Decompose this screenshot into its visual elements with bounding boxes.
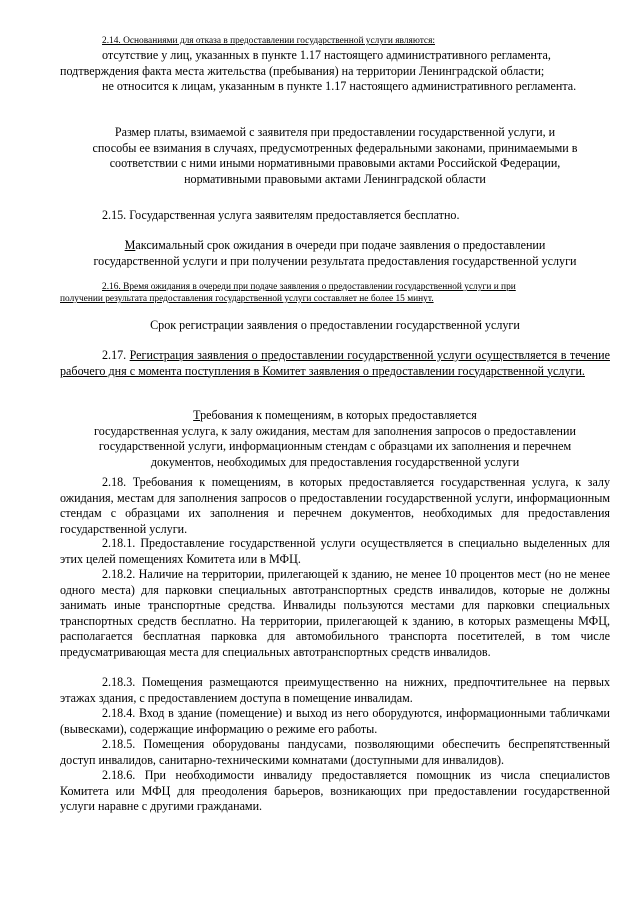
premises-title-line-3: государственной услуги, информационным стендам с образцами их заполнения и перечнем xyxy=(98,439,572,453)
premises-section-title xyxy=(63,408,607,470)
section-2-14-line-1: отсутствие у лиц, указанных в пункте 1.17 настоящего административного регламента, xyxy=(102,48,551,62)
premises-title-line-1 xyxy=(63,408,607,424)
section-2-14-line-2: подтверждения факта места жительства (пребывания) на территории Ленинградской области; xyxy=(60,64,545,78)
section-2-18-6: 2.18.6. При необходимости инвалиду предоставляется помощник из числа специалистов Комитета или МФЦ для преодоления барьеров, возникающих при предоставлении государственной услуги наравне с другими гражданами. xyxy=(60,768,610,813)
wait-title-line-2: государственной услуги и при получении результата предоставления государственной услуги xyxy=(93,253,577,268)
section-2-17-text: Регистрация заявления о предоставлении государственной услуги осуществляется в течение рабочего дня с момента поступления в Комитет заявления о предоставлении государственной услуги. xyxy=(60,348,610,378)
premises-title-line-1-rest: ребования к помещениям, в которых предоставляется xyxy=(200,408,477,422)
section-2-17-number: 2.17. xyxy=(102,348,127,362)
section-2-15: 2.15. Государственная услуга заявителям предоставляется бесплатно. xyxy=(102,208,460,222)
premises-title-line-4: документов, необходимых для предоставления государственной услуги xyxy=(150,454,520,469)
section-2-17 xyxy=(60,348,610,379)
fee-title-line-4: нормативными правовыми актами Ленинградской области xyxy=(184,171,486,186)
fee-section-title xyxy=(63,125,607,187)
wait-title-line-1 xyxy=(63,238,607,254)
fee-title-line-2: способы ее взимания в случаях, предусмотренных федеральными законами, принимаемыми в xyxy=(92,140,578,155)
section-2-18-5: 2.18.5. Помещения оборудованы пандусами, позволяющими обеспечить беспрепятственный доступ инвалидов, санитарно-техническими комнатами (доступными для инвалидов). xyxy=(60,737,610,767)
fee-title-line-3: соответствии с ними иными нормативными правовыми актами Российской Федерации, xyxy=(109,156,561,170)
section-2-18-1: 2.18.1. Предоставление государственной услуги осуществляется в специально выделенных для этих целей помещениях Комитета или в МФЦ. xyxy=(60,536,610,566)
fee-title-line-1: Размер платы, взимаемой с заявителя при предоставлении государственной услуги, и xyxy=(114,125,556,139)
premises-title-line-2: государственная услуга, к залу ожидания, местам для заполнения запросов о предоставлении xyxy=(94,423,576,438)
registration-section-title: Срок регистрации заявления о предоставлении государственной услуги xyxy=(150,318,520,332)
section-2-14-heading: 2.14. Основаниями для отказа в предоставлении государственной услуги являются: xyxy=(102,36,436,46)
section-2-14-line-3: не относится к лицам, указанным в пункте 1.17 настоящего административного регламента. xyxy=(102,79,577,93)
section-2-16-line-1: 2.16. Время ожидания в очереди при подаче заявления о предоставлении государственной услуги и при xyxy=(102,282,516,292)
section-2-18: 2.18. Требования к помещениям, в которых предоставляется государственная услуга, к залу ожидания, местам для заполнения запросов о предоставлении государственной услуги, информационным стендам с образцами их заполнения и перечнем документов, необходимых для предоставления государственной услуги. xyxy=(60,475,610,536)
wait-section-title xyxy=(63,238,607,269)
wait-title-line-1-rest: аксимальный срок ожидания в очереди при подаче заявления о предоставлении xyxy=(135,238,546,252)
section-2-18-3: 2.18.3. Помещения размещаются преимущественно на нижних, предпочтительнее на первых этажах здания, с предоставлением доступа в помещение инвалидам. xyxy=(60,675,610,705)
premises-title-first-letter: Т xyxy=(193,408,201,422)
section-2-18-4: 2.18.4. Вход в здание (помещение) и выход из него оборудуются, информационными табличками (вывесками), содержащие информацию о режиме его работы. xyxy=(60,706,610,736)
wait-title-first-letter: М xyxy=(124,238,136,252)
section-2-16-line-2: получении результата предоставления государственной услуги составляет не более 15 минут. xyxy=(60,294,434,304)
section-2-18-2: 2.18.2. Наличие на территории, прилегающей к зданию, не менее 10 процентов мест (но не менее одного места) для парковки специальных автотранспортных средств инвалидов, которые не должны занимать иные транспортные средства. Инвалиды пользуются местами для парковки специальных транспортных средств бесплатно. На территории, прилегающей к зданию, в которых размещены МФЦ, располагается бесплатная парковка для автомобильного транспорта посетителей, в том числе предусматривающая места для специальных автотранспортных средств инвалидов. xyxy=(60,567,610,659)
